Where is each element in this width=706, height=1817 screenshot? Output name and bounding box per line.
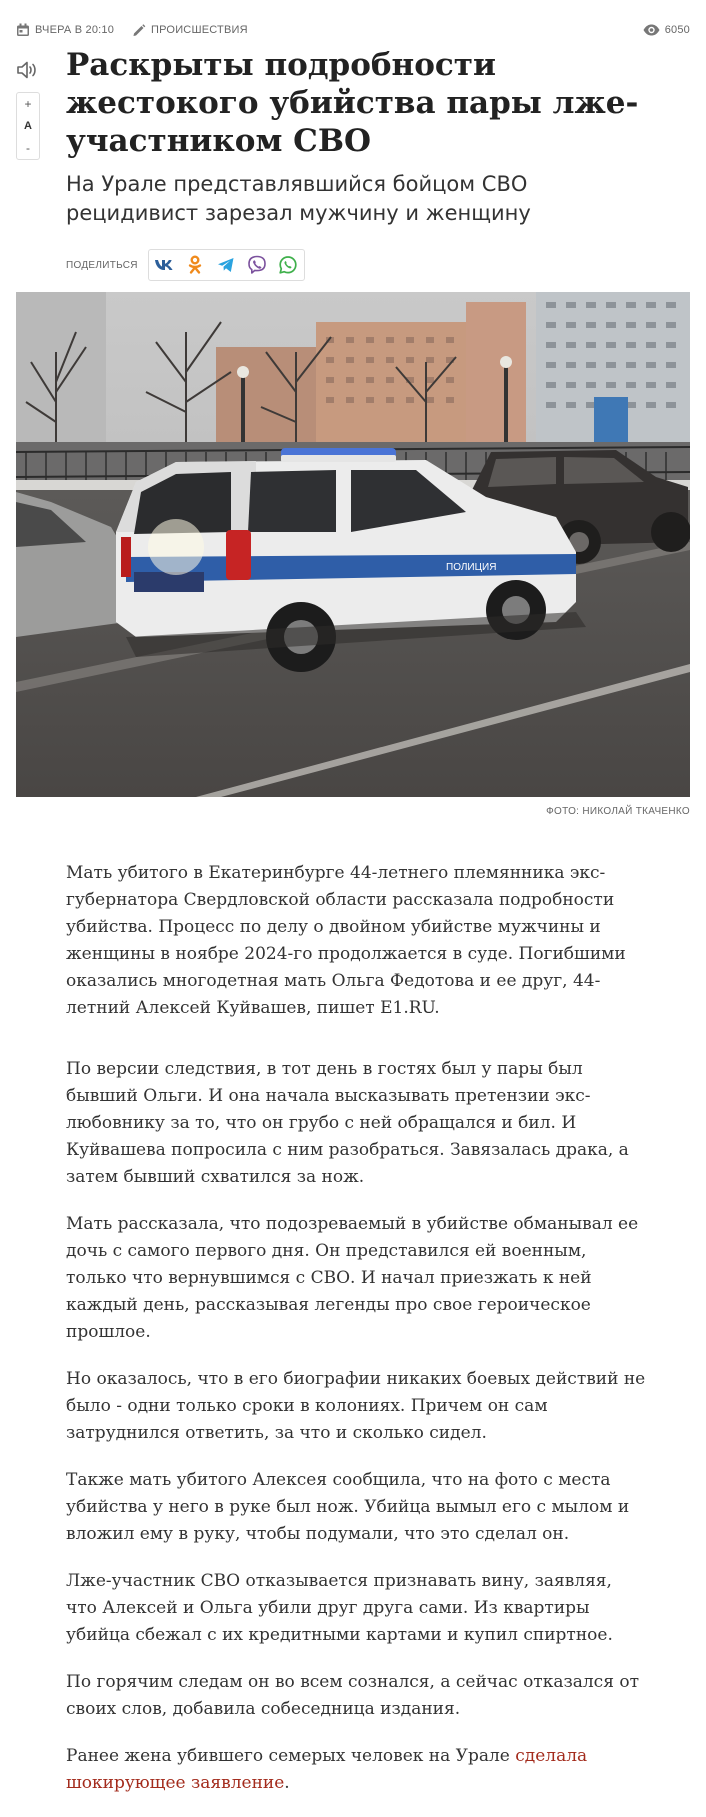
police-car-photo [16,292,690,797]
article-body [66,860,646,1817]
article-title: Раскрыты подробности жестокого убийства пары лже-участником СВО [66,47,639,159]
share-viber-button[interactable] [242,250,273,280]
article-paragraph: Но оказалось, что в его биографии никаких боевых действий не было - одни только сроки в колониях. Причем он сам затруднился ответить, за что и сколько сидел. [66,1369,646,1443]
share-panel [66,249,305,281]
speaker-icon [16,60,40,80]
article-meta-bar [16,20,690,40]
publish-date-text: ВЧЕРА В 20:10 [35,24,115,36]
article-paragraph: Мать рассказала, что подозреваемый в убийстве обманывал ее дочь с самого первого дня. Он представился ей военным, только что вернувшимся с СВО. И начал приезжать к ней каждый день, рассказывая легенды про свое героическое прошлое. [66,1214,639,1342]
pencil-icon [132,23,146,37]
eye-icon [643,24,660,36]
article-paragraph: По версии следствия, в тот день в гостях был у пары был бывший Ольги. И она начала высказывать претензии экс-любовнику за то, что он грубо с ней обращался и бил. И Куйвашева попросила с ним разобраться. Завязалась драка, а затем бывший схватился за нож. [66,1059,629,1187]
last-paragraph-end: . [284,1773,290,1793]
police-door-text: ПОЛИЦИЯ [446,562,497,573]
last-paragraph-text: Ранее жена убившего семерых человек на Урале [66,1746,516,1766]
views-counter [643,24,690,36]
publish-date [16,23,114,37]
font-size-control [16,92,40,160]
font-size-label: A [24,120,32,132]
share-ok-button[interactable] [180,250,211,280]
category-text: ПРОИСШЕСТВИЯ [151,24,248,36]
article-subtitle: На Урале представлявшийся бойцом СВО рецидивист зарезал мужчину и женщину [66,172,531,225]
article-photo [16,292,690,797]
article-paragraph: Мать убитого в Екатеринбурге 44-летнего племянника экс-губернатора Свердловской области рассказала подробности убийства. Процесс по делу о двойном убийстве мужчины и женщины в ноябре 2024-го продолжается в суде. Погибшими оказались многодетная мать Ольга Федотова и ее друг, 44-летний Алексей Куйвашев, пишет E1.RU. [66,863,626,1018]
ok-icon [188,255,202,275]
listen-button[interactable] [16,58,40,82]
article-paragraph: Также мать убитого Алексея сообщила, что на фото с места убийства у него в руке был нож. Убийца вымыл его с мылом и вложил ему в руку, чтобы подумали, что это сделал он. [66,1470,630,1544]
font-increase-button[interactable]: + [24,97,32,111]
share-vk-button[interactable] [149,250,180,280]
calendar-icon [16,23,30,37]
article-paragraph: По горячим следам он во всем сознался, а сейчас отказался от своих слов, добавила собеседница издания. [66,1672,639,1719]
article-paragraph-last [66,1743,646,1797]
font-decrease-button[interactable]: - [26,141,30,155]
related-article-link[interactable]: сделала шокирующее заявление [66,1746,588,1793]
whatsapp-icon [278,255,298,275]
photo-credit: ФОТО: НИКОЛАЙ ТКАЧЕНКО [546,806,690,817]
viber-icon [247,255,267,275]
category-link[interactable] [132,23,248,37]
share-whatsapp-button[interactable] [273,250,304,280]
reading-tools [16,58,40,160]
share-buttons [148,249,305,281]
share-telegram-button[interactable] [211,250,242,280]
vk-icon [154,259,174,271]
share-label: ПОДЕЛИТЬСЯ [66,259,138,271]
telegram-icon [217,257,235,273]
article-paragraph: Лже-участник СВО отказывается признавать вину, заявляя, что Алексей и Ольга убили друг друга сами. Из квартиры убийца сбежал с их кредитными картами и купил спиртное. [66,1571,613,1645]
views-count: 6050 [664,24,690,36]
